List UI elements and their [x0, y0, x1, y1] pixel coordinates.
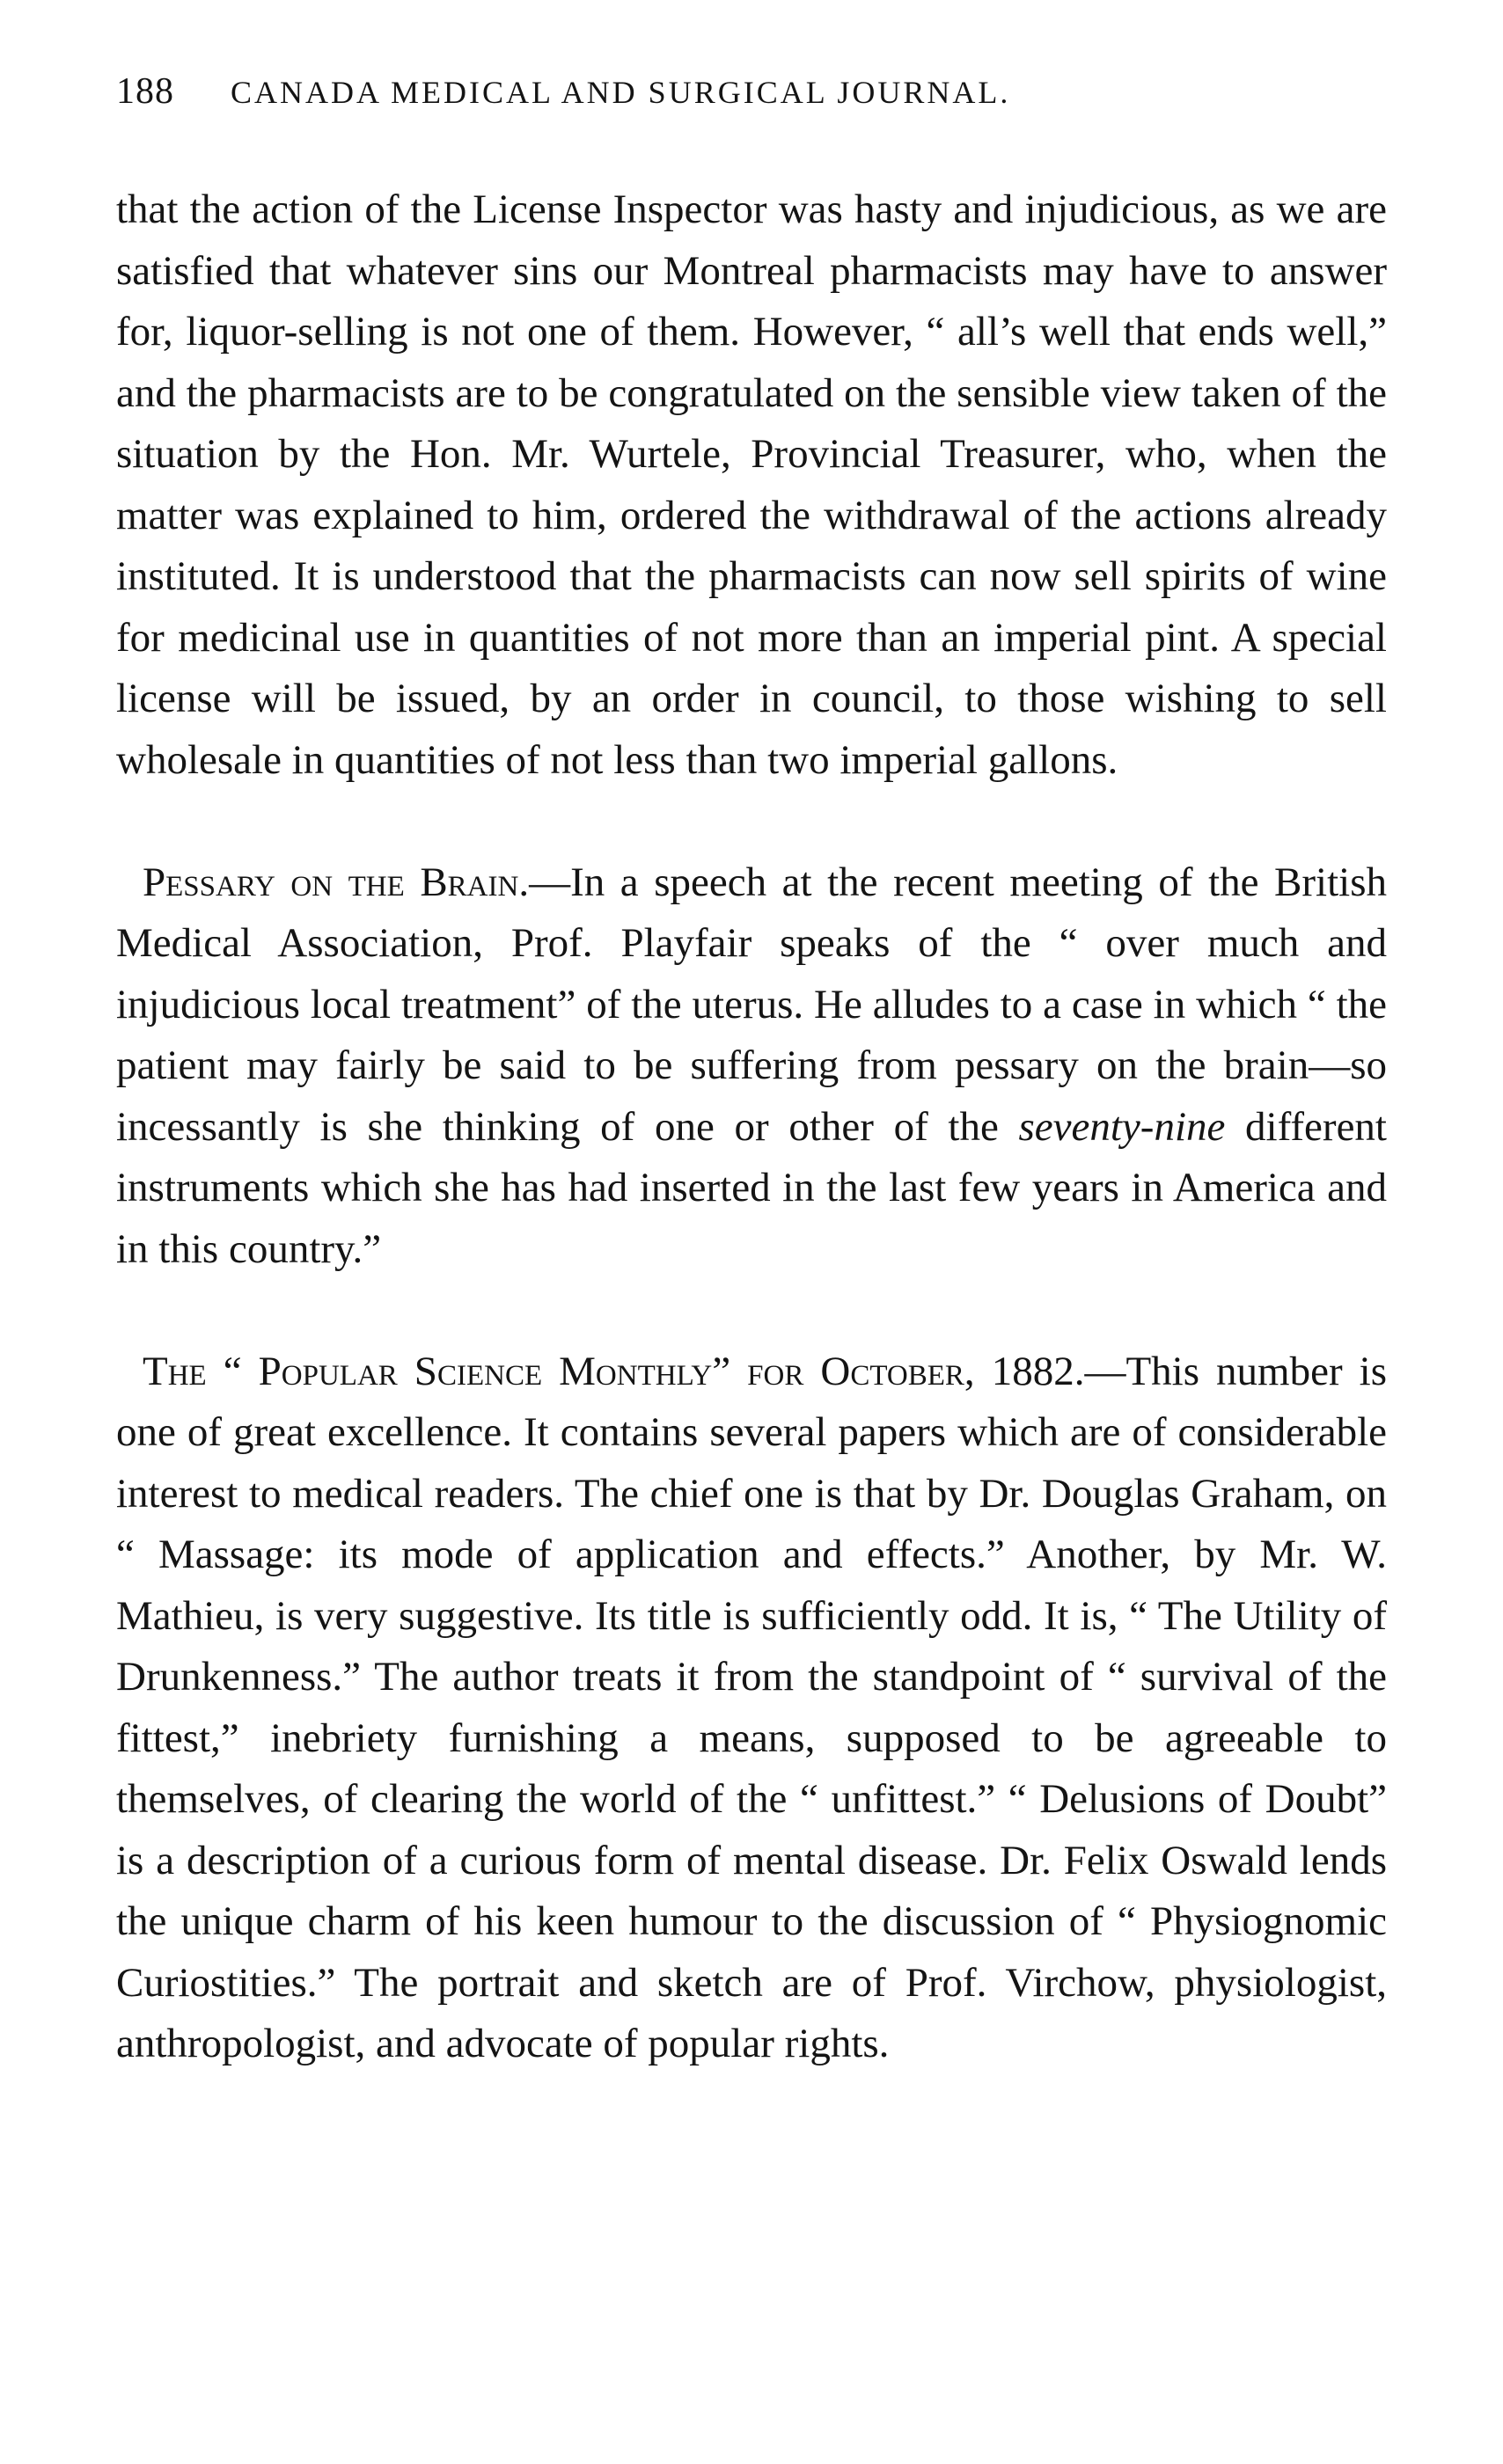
popular-science-paragraph: The “ Popular Science Monthly” for October, 1882.—This number is one of great excellence. It contains several papers which are of considerable interest to medical readers. The chief one is that by Dr. Douglas Graham, on “ Massage: its mode of application and effects.” Another, by Mr. W. Mathieu, is very suggestive. Its title is sufficiently odd. It is, “ The Utility of Drunkenness.” The author treats it from the standpoint of “ survival of the fittest,” inebriety furnishing a means, supposed to be agreeable to themselves, of clearing the world of the “ unfittest.” “ Delusions of Doubt” is a description of a curious form of mental disease. Dr. Felix Oswald lends the unique charm of his keen humour to the discussion of “ Physiognomic Curiostities.” The portrait and sketch are of Prof. Virchow, physiologist, anthropologist, and advocate of popular rights. [116, 1348, 1388, 2066]
pessary-heading: Pessary on the Brain. [143, 859, 530, 905]
popular-science-heading-for: for [747, 1348, 804, 1394]
popular-science-heading-the: The [143, 1348, 207, 1394]
journal-page [116, 70, 1387, 2075]
popular-science-heading-date: October, 1882. [820, 1348, 1085, 1394]
pessary-paragraph: Pessary on the Brain.—In a speech at the recent meeting of the British Medical Association, Prof. Playfair speaks of the “ over much and injudicious local treatment” of the uterus. He alludes to a case in which “ the patient may fairly be said to be suffering from pessary on the brain—so incessantly is she thinking of one or other of the seventy-nine different instruments which she has had inserted in the last few years in America and in this country.” [116, 859, 1387, 1272]
license-continuation-paragraph [116, 179, 1387, 791]
page-number: 188 [116, 71, 174, 112]
article-body [116, 179, 1387, 2075]
running-head [116, 70, 1387, 123]
journal-title: CANADA MEDICAL AND SURGICAL JOURNAL. [231, 75, 1011, 110]
license-continuation-text: that the action of the License Inspector was hasty and injudicious, as we are satisfied that whatever sins our Montreal pharmacists may have to answer for, liquor-selling is not one of them. However, “ all’s well that ends well,” and the pharmacists are to be congratulated on the sensible view taken of the situation by the Hon. Mr. Wurtele, Provincial Treasurer, who, when the matter was explained to him, ordered the withdrawal of the actions already instituted. It is understood that the pharmacists can now sell spirits of wine for medicinal use in quantities of not more than an imperial pint. A special license will be issued, by an order in council, to those wishing to sell wholesale in quantities of not less than two imperial gallons. [116, 186, 1387, 783]
popular-science-heading-title: “ Popular Science Monthly” [223, 1348, 731, 1394]
pessary-text-end: different instruments which she has had inserted in the last few years in America and in this country.” [116, 1103, 1387, 1272]
pessary-emphasis: seventy-nine [1018, 1103, 1226, 1150]
popular-science-text: This number is one of great excellence. It contains several papers which are of considerable interest to medical readers. The chief one is that by Dr. Douglas Graham, on “ Massage: its mode of application and effects.” Another, by Mr. W. Mathieu, is very suggestive. Its title is sufficiently odd. It is, “ The Utility of Drunkenness.” The author treats it from the standpoint of “ survival of the fittest,” inebriety furnishing a means, supposed to be agreeable to themselves, of clearing the world of the “ unfittest.” “ Delusions of Doubt” is a description of a curious form of mental disease. Dr. Felix Oswald lends the unique charm of his keen humour to the discussion of “ Physiognomic Curiostities.” The portrait and sketch are of Prof. Virchow, physiologist, anthropologist, and advocate of popular rights. [116, 1348, 1388, 2066]
pessary-text-start: In a speech at the recent meeting of the British Medical Association, Prof. Playfair speaks of the “ over much and injudicious local treatment” of the uterus. He alludes to a case in which “ the patient may fairly be said to be suffering from pessary on the brain—so incessantly is she thinking of one or other of the [116, 859, 1387, 1150]
